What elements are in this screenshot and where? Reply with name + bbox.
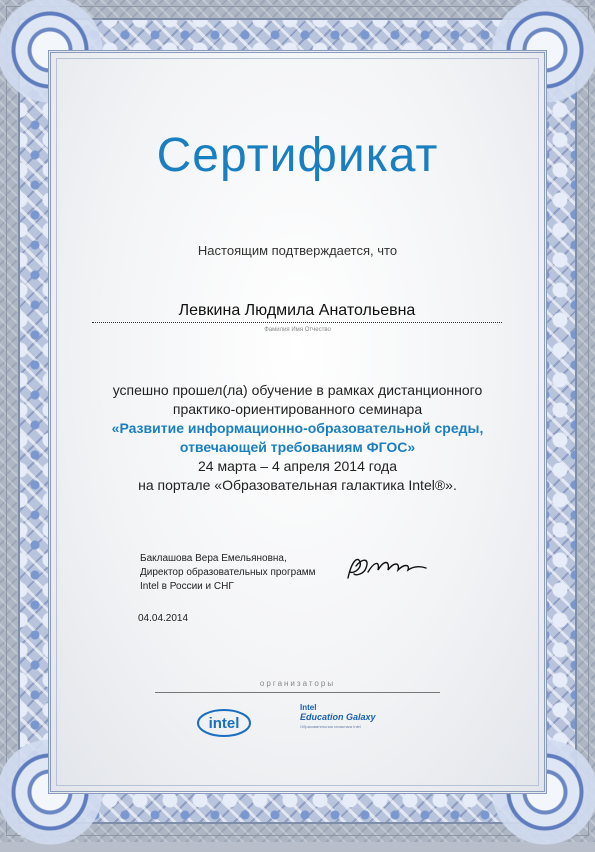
intel-logo	[196, 707, 252, 739]
body-line-1: успешно прошел(ла) обучение в рамках дистанционного	[112, 382, 483, 398]
body-line-2: практико-ориентированного семинара	[172, 401, 423, 417]
organizers-label: организаторы	[259, 679, 336, 688]
course-title-line-2: отвечающей требованиям ФГОС»	[179, 439, 416, 455]
certificate-title: Сертификат	[156, 129, 439, 182]
portal-line: на портале «Образовательная галактика Intel®».	[138, 477, 457, 493]
certificate-body	[60, 381, 535, 495]
name-dotted-line	[92, 322, 502, 323]
signer-title-1: Директор образовательных программ	[140, 567, 316, 578]
intel-logo-text: intel	[208, 715, 240, 732]
signer-title-2: Intel в России и СНГ	[140, 581, 234, 592]
intro-text: Настоящим подтверждается, что	[197, 243, 398, 258]
galaxy-logo-line-2: Education Galaxy	[300, 712, 376, 722]
course-dates: 24 марта – 4 апреля 2014 года	[197, 458, 397, 474]
galaxy-logo-line-3: Образовательная галактика Intel	[300, 724, 361, 729]
organizers-divider	[155, 692, 440, 693]
handwritten-signature	[344, 552, 428, 584]
name-caption: Фамилия Имя Отчество	[264, 327, 331, 333]
recipient-name: Левкина Людмила Анатольевна	[178, 302, 416, 319]
signer-name: Баклашова Вера Емельяновна,	[140, 553, 287, 564]
course-title-line-1: «Развитие информационно-образовательной среды,	[111, 420, 484, 436]
issue-date: 04.04.2014	[138, 613, 189, 624]
galaxy-logo-line-1: Intel	[300, 703, 317, 712]
education-galaxy-logo	[300, 704, 404, 750]
signer-block	[140, 552, 316, 594]
